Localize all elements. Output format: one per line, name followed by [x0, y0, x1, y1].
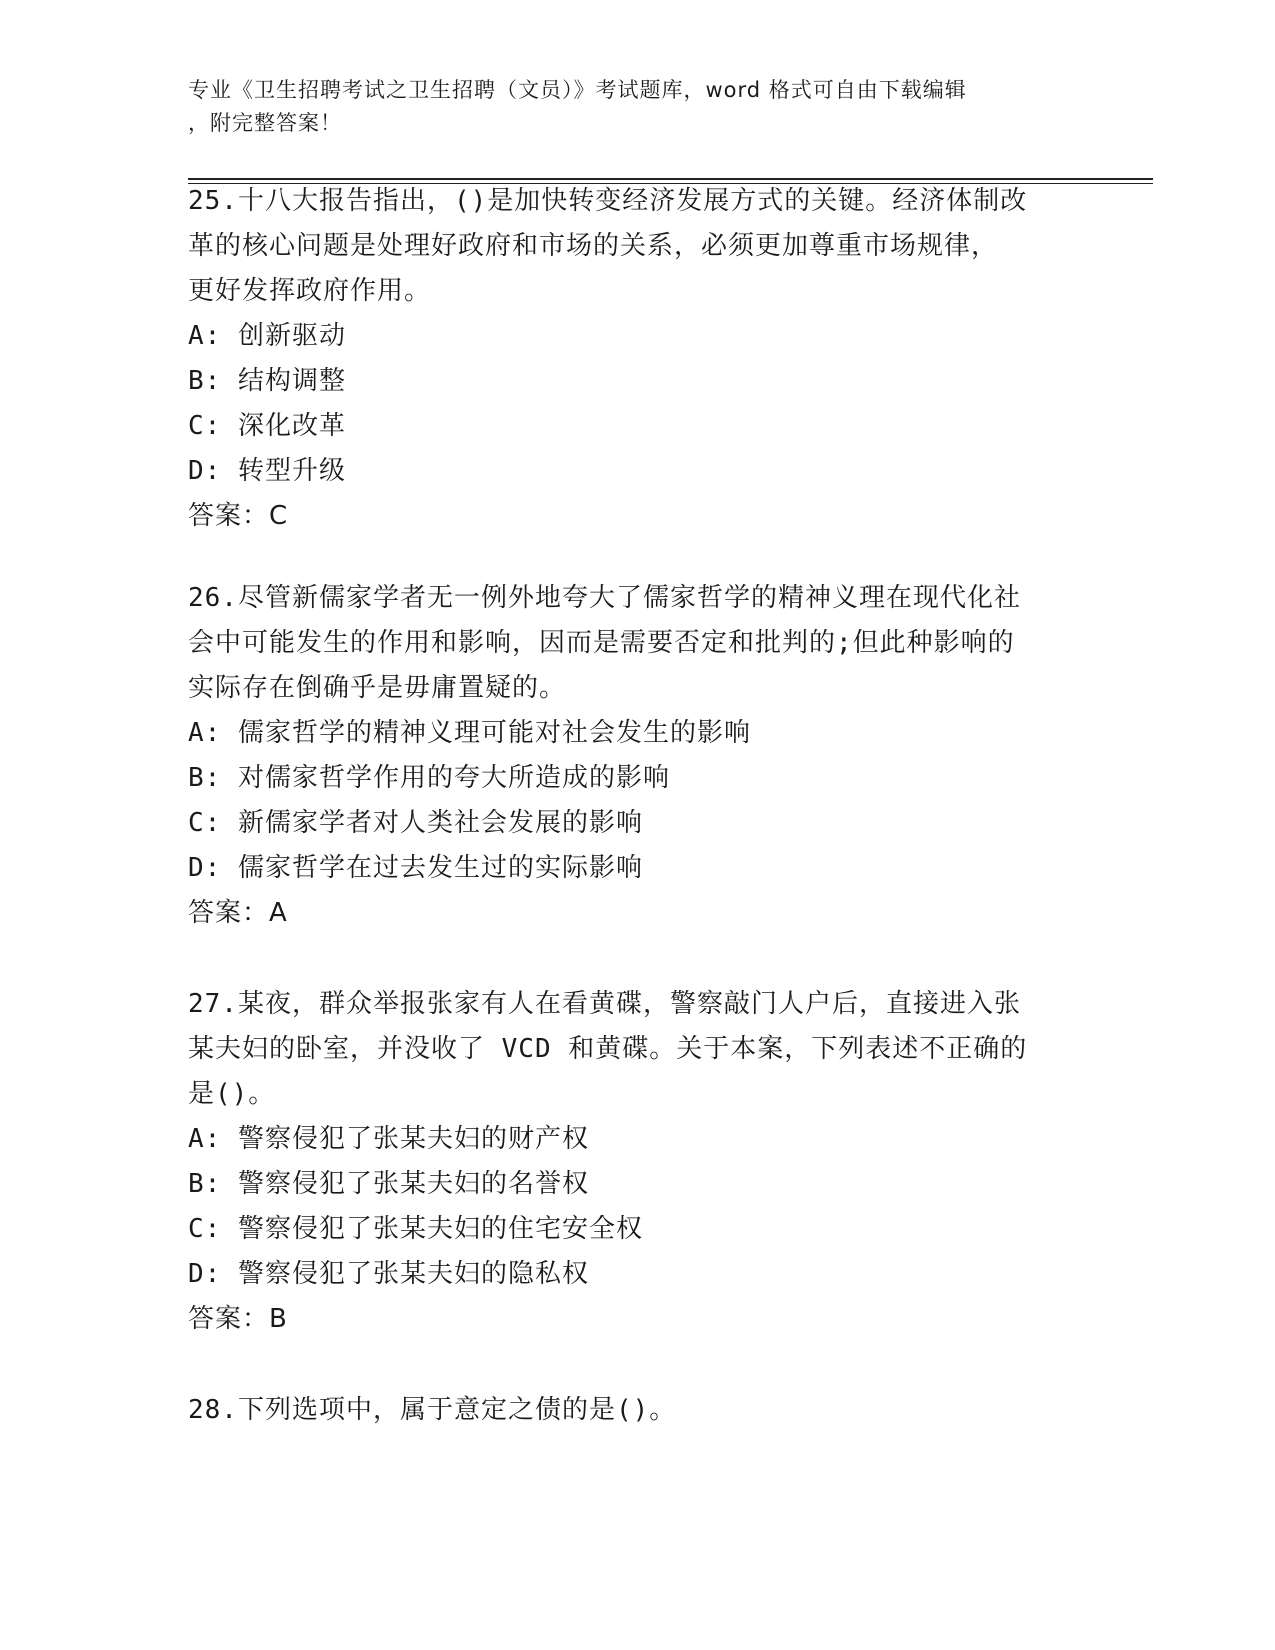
document-header [188, 74, 1088, 140]
question-stem-line: 27.某夜，群众举报张家有人在看黄碟，警察敲门人户后，直接进入张 [188, 989, 1021, 1019]
answer-label: 答案：B [188, 1304, 288, 1334]
option-b: B: 对儒家哲学作用的夸大所造成的影响 [188, 763, 670, 793]
question-stem-line: 28.下列选项中，属于意定之债的是()。 [188, 1395, 677, 1425]
option-d: D: 儒家哲学在过去发生过的实际影响 [188, 853, 643, 883]
question-stem-line: 26.尽管新儒家学者无一例外地夸大了儒家哲学的精神义理在现代化社 [188, 583, 1021, 613]
option-c: C: 新儒家学者对人类社会发展的影响 [188, 808, 643, 838]
option-b: B: 结构调整 [188, 366, 346, 396]
option-d: D: 警察侵犯了张某夫妇的隐私权 [188, 1259, 589, 1289]
question-stem-line: 革的核心问题是处理好政府和市场的关系，必须更加尊重市场规律， [188, 231, 999, 261]
question-stem-line: 更好发挥政府作用。 [188, 276, 432, 306]
question-stem-line: 会中可能发生的作用和影响，因而是需要否定和批判的;但此种影响的 [188, 628, 1015, 658]
question-27 [188, 982, 1088, 1342]
question-stem-line: 25.十八大报告指出，()是加快转变经济发展方式的关键。经济体制改 [188, 186, 1028, 216]
option-b: B: 警察侵犯了张某夫妇的名誉权 [188, 1169, 589, 1199]
question-stem-line: 是()。 [188, 1079, 276, 1109]
question-26 [188, 576, 1088, 936]
header-line-2: ，附完整答案！ [188, 111, 342, 135]
option-a: A: 警察侵犯了张某夫妇的财产权 [188, 1124, 589, 1154]
question-28 [188, 1388, 1088, 1433]
question-stem-line: 某夫妇的卧室，并没收了 VCD 和黄碟。关于本案，下列表述不正确的 [188, 1034, 1028, 1064]
answer-label: 答案：A [188, 898, 288, 928]
answer-label: 答案：C [188, 501, 289, 531]
question-25 [188, 179, 1088, 539]
option-a: A: 儒家哲学的精神义理可能对社会发生的影响 [188, 718, 751, 748]
option-c: C: 深化改革 [188, 411, 346, 441]
header-line-1: 专业《卫生招聘考试之卫生招聘（文员）》考试题库，word 格式可自由下载编辑 [188, 78, 967, 102]
question-stem-line: 实际存在倒确乎是毋庸置疑的。 [188, 673, 567, 703]
option-a: A: 创新驱动 [188, 321, 346, 351]
option-c: C: 警察侵犯了张某夫妇的住宅安全权 [188, 1214, 643, 1244]
option-d: D: 转型升级 [188, 456, 346, 486]
